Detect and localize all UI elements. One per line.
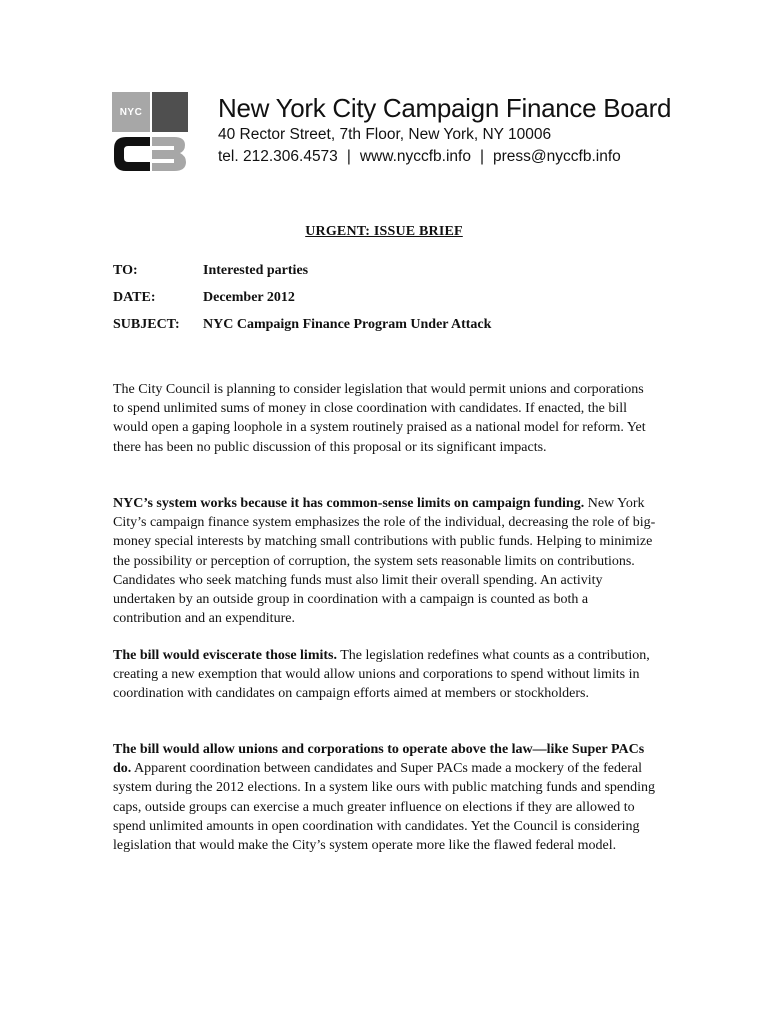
logo-b-tile [152, 134, 188, 174]
letterhead [112, 92, 712, 174]
paragraph-limits-lead: NYC’s system works because it has common-sense limits on campaign funding. [113, 496, 585, 511]
org-email-link[interactable]: press@nyccfb.info [493, 148, 621, 165]
memo-date-row [113, 288, 673, 307]
org-info [218, 92, 708, 168]
memo-date-value: December 2012 [203, 290, 295, 305]
paragraph-limits-text: New York City’s campaign finance system emphasizes the role of the individual, decreasing the role of big-money special interests by matching small contributions with public funds. Helping to minimize the possibility or perception of corruption, the system sets reasonable limits on contributions. Candidates who seek matching funds must also limit their overall spending. An activity undertaken by an outside group in coordination with a campaign is counted as both a contribution and an expenditure. [113, 496, 656, 627]
paragraph-intro-text: The City Council is planning to consider legislation that would permit unions and corporations to spend unlimited sums of money in close coordination with candidates. If enacted, the bill would open a gaping loophole in a system routinely praised as a national model for reform. Yet there has been no public discussion of this proposal or its significant impacts. [113, 382, 646, 455]
paragraph-super-pacs-lead: The bill would allow unions and corporations to operate above the law—like Super PACs do. [113, 742, 645, 777]
logo-nyc-text: NYC [119, 106, 143, 118]
paragraph-eviscerate-lead: The bill would eviscerate those limits. [113, 648, 337, 663]
logo-c-tile [112, 134, 150, 174]
logo-dark-tile [152, 92, 188, 132]
paragraph-eviscerate-text: The legislation redefines what counts as a contribution, creating a new exemption that would allow unions and corporations to spend without limits in coordination with candidates on campaign efforts aimed at members or stockholders. [113, 648, 650, 702]
memo-date-label: DATE: [113, 290, 156, 305]
memo-subject-value: NYC Campaign Finance Program Under Attack [203, 317, 492, 332]
org-address: 40 Rector Street, 7th Floor, New York, NY 10006 [218, 126, 552, 143]
cfb-logo [112, 92, 188, 174]
org-contact [218, 146, 708, 168]
org-name: New York City Campaign Finance Board [218, 93, 672, 123]
paragraph-eviscerate [113, 646, 658, 704]
org-website-link[interactable]: www.nyccfb.info [359, 148, 471, 165]
logo-nyc-tile [112, 92, 150, 132]
brief-title: URGENT: ISSUE BRIEF [305, 224, 463, 239]
contact-separator: | [479, 148, 485, 165]
logo-b-glyph [152, 134, 188, 174]
memo-to-value: Interested parties [203, 263, 309, 278]
paragraph-intro [113, 380, 658, 457]
memo-to-row [113, 261, 673, 280]
memo-subject-label: SUBJECT: [113, 317, 180, 332]
paragraph-super-pacs-text: Apparent coordination between candidates and Super PACs made a mockery of the federal system during the 2012 elections. In a system like ours with public matching funds and spending caps, outside groups can exercise a much greater influence on elections if they are allowed to spend unlimited amounts in open coordination with candidates. Yet the Council is considering legislation that would make the City’s system operate more like the flawed federal model. [113, 761, 656, 854]
memo-to-label: TO: [113, 263, 138, 278]
org-phone: tel. 212.306.4573 [218, 148, 338, 165]
contact-separator: | [346, 148, 351, 165]
memo-subject-row [113, 315, 673, 334]
logo-c-glyph [112, 134, 150, 174]
paragraph-limits [113, 494, 658, 628]
paragraph-super-pacs [113, 740, 658, 855]
